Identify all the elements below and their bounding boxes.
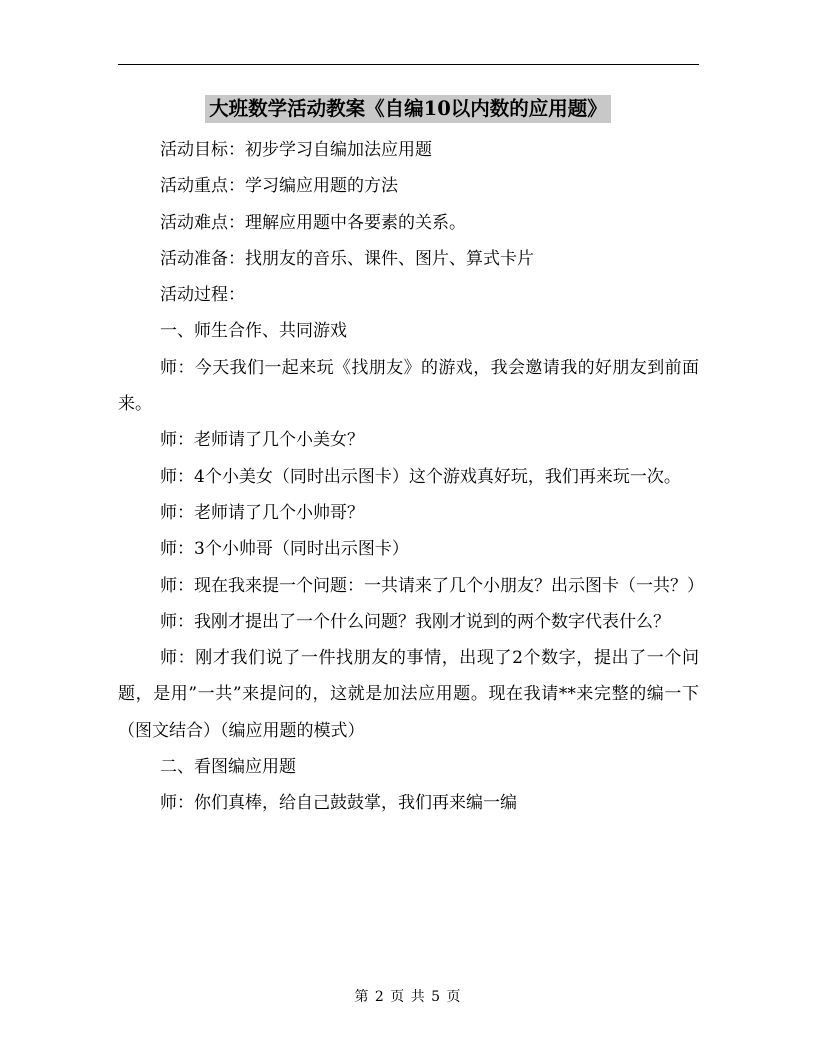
paragraph: 师：老师请了几个小帅哥？: [160, 502, 364, 523]
document-title: 大班数学活动教案《自编10以内数的应用题》: [205, 95, 611, 123]
paragraph: 师：你们真棒，给自己鼓鼓掌，我们再来编一编: [160, 793, 517, 814]
paragraph: 师：老师请了几个小美女？: [160, 430, 364, 451]
paragraph: 师：3个小帅哥（同时出示图卡）: [160, 539, 409, 560]
paragraph-focus: 活动重点：学习编应用题的方法: [160, 176, 398, 197]
paragraph: 师：今天我们一起来玩《找朋友》的游戏，我会邀请我的好朋友到前面来。: [118, 357, 699, 415]
section-heading-2: 二、看图编应用题: [160, 757, 296, 778]
paragraph-goal: 活动目标：初步学习自编加法应用题: [160, 140, 432, 160]
paragraph: 师：现在我来提一个问题：一共请来了几个小朋友？出示图卡（一共？）: [160, 575, 704, 596]
header-rule: [118, 64, 699, 65]
title-block: [0, 95, 816, 123]
paragraph-process-heading: 活动过程：: [160, 285, 245, 306]
paragraph-preparation: 活动准备：找朋友的音乐、课件、图片、算式卡片: [160, 248, 534, 269]
paragraph: 师：4个小美女（同时出示图卡）这个游戏真好玩，我们再来玩一次。: [160, 466, 681, 487]
paragraph: 师：我刚才提出了一个什么问题？我刚才说到的两个数字代表什么？: [160, 611, 670, 632]
document-body: [118, 132, 704, 822]
paragraph-difficulty: 活动难点：理解应用题中各要素的关系。: [160, 212, 466, 233]
section-heading-1: 一、师生合作、共同游戏: [160, 321, 347, 342]
paragraph: 师：刚才我们说了一件找朋友的事情，出现了2个数字，提出了一个问题，是用”一共”来提问的，这就是加法应用题。现在我请**来完整的编一下（图文结合）（编应用题的模式）: [118, 648, 699, 741]
page-number-footer: 第 2 页 共 5 页: [354, 989, 462, 1005]
